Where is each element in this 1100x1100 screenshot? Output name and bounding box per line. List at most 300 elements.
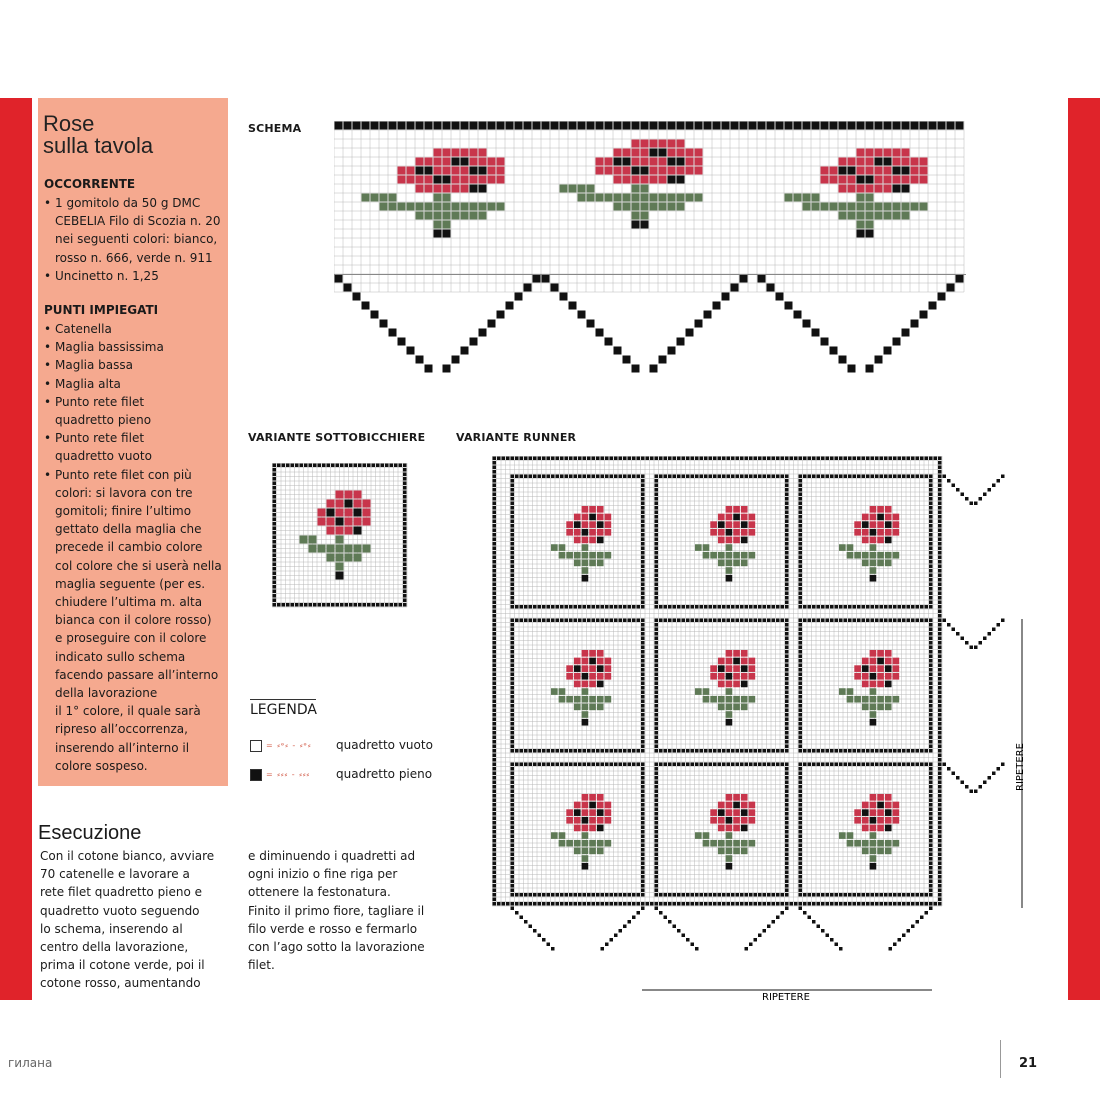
rose-cell: [641, 221, 649, 229]
rose-cell: [870, 514, 877, 521]
rose-cell: [741, 658, 748, 665]
border-cell: [511, 799, 515, 803]
scallop-cell: [952, 628, 956, 632]
border-cell: [569, 902, 573, 906]
border-cell: [655, 884, 659, 888]
punti-item-2: Maglia bassa: [55, 358, 133, 373]
border-cell: [376, 464, 380, 468]
border-cell: [686, 749, 690, 753]
border-cell: [655, 790, 659, 794]
rose-cell: [866, 167, 874, 175]
rose-cell: [911, 167, 919, 175]
border-cell: [799, 515, 803, 519]
rose-cell: [862, 817, 869, 824]
border-cell: [493, 524, 497, 528]
border-cell: [493, 776, 497, 780]
rose-cell: [614, 158, 622, 166]
border-cell: [929, 569, 933, 573]
scallop-cell: [637, 911, 641, 915]
border-cell: [511, 763, 515, 767]
border-cell: [664, 902, 668, 906]
border-cell: [799, 592, 803, 596]
border-cell: [592, 457, 596, 461]
border-cell: [916, 475, 920, 479]
rose-cell: [862, 529, 869, 536]
border-cell: [695, 605, 699, 609]
rose-cell: [733, 809, 740, 816]
border-cell: [641, 695, 645, 699]
border-cell: [511, 866, 515, 870]
border-cell: [785, 835, 789, 839]
border-cell: [511, 619, 515, 623]
border-cell: [785, 781, 789, 785]
rose-cell: [726, 560, 733, 567]
rose-cell: [854, 809, 861, 816]
rose-cell: [726, 840, 733, 847]
border-cell: [848, 457, 852, 461]
border-cell: [938, 898, 942, 902]
rose-cell: [884, 176, 892, 184]
page-title: [43, 113, 153, 157]
rose-cell: [703, 688, 710, 695]
scallop-cell: [560, 293, 568, 301]
border-cell: [493, 682, 497, 686]
border-cell: [309, 464, 313, 468]
border-cell: [767, 605, 771, 609]
scallop-cell: [817, 925, 821, 929]
rose-cell: [566, 529, 573, 536]
execution-title: Esecuzione: [38, 822, 142, 844]
border-cell: [839, 749, 843, 753]
border-cell: [853, 475, 857, 479]
border-cell: [403, 540, 407, 544]
scallop-cell: [920, 916, 924, 920]
border-cell: [493, 484, 497, 488]
border-cell: [637, 763, 641, 767]
border-cell: [614, 893, 618, 897]
rose-cell: [733, 506, 740, 513]
rose-cell: [870, 825, 877, 832]
border-cell: [713, 475, 717, 479]
border-cell: [826, 902, 830, 906]
rose-cell: [718, 521, 725, 528]
border-cell: [641, 857, 645, 861]
border-cell: [884, 457, 888, 461]
border-cell: [754, 457, 758, 461]
rose-cell: [354, 545, 362, 553]
rose-cell: [587, 185, 595, 193]
border-cell: [511, 569, 515, 573]
rose-cell: [885, 673, 892, 680]
border-cell: [655, 592, 659, 596]
border-cell: [511, 695, 515, 699]
rose-cell: [434, 230, 442, 238]
border-cell: [493, 812, 497, 816]
rose-cell: [877, 840, 884, 847]
border-cell: [718, 749, 722, 753]
border-cell: [718, 893, 722, 897]
rose-cell: [582, 506, 589, 513]
rose-cell: [870, 506, 877, 513]
border-cell: [799, 763, 803, 767]
punti-item-6: Punto rete filet con più colori: si lavora con tre gomitoli; finire l’ultimo gettato della maglia che precede il cambio colore col colore che si userà nella maglia seguente (per es. chiudere l’ultima m. alta bianca con il colore rosso) e proseguire con il colore indicato sullo schema facendo passare all’interno della lavorazione il 1° colore, il quale sarà ripreso all’occorrenza, inserendo all’interno il colore sospeso.: [55, 467, 222, 773]
border-cell: [745, 902, 749, 906]
border-cell: [866, 605, 870, 609]
border-cell: [704, 902, 708, 906]
rose-cell: [862, 673, 869, 680]
border-cell: [655, 794, 659, 798]
rose-cell: [877, 529, 884, 536]
rose-cell: [605, 529, 612, 536]
rose-cell: [812, 194, 820, 202]
scallop-cell: [835, 943, 839, 947]
border-cell: [610, 605, 614, 609]
border-cell: [799, 835, 803, 839]
rose-cell: [345, 491, 353, 499]
rose-cell: [862, 840, 869, 847]
border-cell: [749, 893, 753, 897]
border-cell: [601, 763, 605, 767]
border-cell: [695, 749, 699, 753]
border-cell: [641, 884, 645, 888]
rose-cell: [710, 529, 717, 536]
border-cell: [830, 893, 834, 897]
border-cell: [623, 457, 627, 461]
border-cell: [749, 122, 757, 130]
scallop-cell: [875, 356, 883, 364]
scallop-cell: [911, 320, 919, 328]
runner-chart: [492, 456, 1058, 1001]
rose-cell: [695, 544, 702, 551]
border-cell: [614, 475, 618, 479]
rose-cell: [893, 552, 900, 559]
border-cell: [929, 664, 933, 668]
border-cell: [785, 511, 789, 515]
border-cell: [362, 122, 370, 130]
scallop-cell: [763, 929, 767, 933]
border-cell: [938, 830, 942, 834]
border-cell: [902, 893, 906, 897]
rose-cell: [733, 658, 740, 665]
border-cell: [641, 533, 645, 537]
rose-cell: [470, 176, 478, 184]
rose-cell: [718, 704, 725, 711]
rose-cell: [726, 529, 733, 536]
border-cell: [898, 605, 902, 609]
border-cell: [785, 817, 789, 821]
border-cell: [682, 902, 686, 906]
border-cell: [641, 875, 645, 879]
border-cell: [273, 576, 277, 580]
rose-cell: [885, 794, 892, 801]
border-cell: [902, 605, 906, 609]
border-cell: [547, 457, 551, 461]
border-cell: [273, 518, 277, 522]
border-cell: [515, 475, 519, 479]
border-cell: [731, 619, 735, 623]
scallop-cell: [794, 311, 802, 319]
border-cell: [520, 605, 524, 609]
border-cell: [511, 488, 515, 492]
border-cell: [511, 884, 515, 888]
rose-cell: [443, 149, 451, 157]
border-cell: [938, 781, 942, 785]
border-cell: [614, 122, 622, 130]
border-cell: [511, 506, 515, 510]
border-cell: [273, 581, 277, 585]
scallop-cell: [353, 293, 361, 301]
rose-cell: [578, 185, 586, 193]
border-cell: [830, 457, 834, 461]
scallop-cell: [1001, 763, 1005, 767]
rose-cell: [589, 817, 596, 824]
border-cell: [880, 902, 884, 906]
border-cell: [907, 605, 911, 609]
border-cell: [623, 122, 631, 130]
rose-cell: [862, 560, 869, 567]
border-cell: [659, 619, 663, 623]
border-cell: [641, 497, 645, 501]
border-cell: [641, 524, 645, 528]
rose-cell: [461, 212, 469, 220]
border-cell: [938, 821, 942, 825]
border-cell: [929, 605, 933, 609]
border-cell: [641, 646, 645, 650]
rose-cell: [407, 167, 415, 175]
border-cell: [821, 605, 825, 609]
scallop-cell: [803, 320, 811, 328]
border-cell: [929, 875, 933, 879]
border-cell: [938, 461, 942, 465]
scallop-cell: [587, 320, 595, 328]
border-cell: [655, 749, 659, 753]
border-cell: [839, 605, 843, 609]
rose-cell: [870, 840, 877, 847]
border-cell: [799, 583, 803, 587]
rose-cell: [659, 158, 667, 166]
border-cell: [826, 763, 830, 767]
border-cell: [700, 457, 704, 461]
border-cell: [691, 749, 695, 753]
border-cell: [493, 533, 497, 537]
border-cell: [884, 605, 888, 609]
border-cell: [938, 650, 942, 654]
border-cell: [713, 893, 717, 897]
rose-cell: [848, 185, 856, 193]
border-cell: [938, 817, 942, 821]
rose-cell: [686, 194, 694, 202]
scallop-cell: [988, 776, 992, 780]
border-cell: [493, 596, 497, 600]
border-cell: [511, 659, 515, 663]
border-cell: [664, 763, 668, 767]
border-cell: [493, 515, 497, 519]
rose-cell: [847, 832, 854, 839]
scallop-cell: [812, 920, 816, 924]
ripetere-horizontal-label: RIPETERE: [762, 992, 810, 1001]
border-cell: [511, 538, 515, 542]
rose-cell: [870, 719, 877, 726]
border-cell: [511, 853, 515, 857]
border-cell: [354, 464, 358, 468]
rose-cell: [870, 567, 877, 574]
rose-cell: [597, 673, 604, 680]
border-cell: [821, 122, 829, 130]
border-cell: [493, 862, 497, 866]
border-cell: [785, 700, 789, 704]
rose-cell: [582, 840, 589, 847]
border-cell: [799, 812, 803, 816]
border-cell: [529, 749, 533, 753]
border-cell: [893, 902, 897, 906]
rose-cell: [847, 552, 854, 559]
border-cell: [511, 871, 515, 875]
rose-cell: [749, 521, 756, 528]
rose-cell: [794, 194, 802, 202]
border-cell: [632, 619, 636, 623]
border-cell: [803, 902, 807, 906]
rose-cell: [893, 203, 901, 211]
rose-cell: [569, 185, 577, 193]
border-cell: [403, 504, 407, 508]
rose-cell: [650, 149, 658, 157]
rose-cell: [733, 529, 740, 536]
scallop-cell: [344, 284, 352, 292]
rose-cell: [677, 194, 685, 202]
border-cell: [596, 605, 600, 609]
border-cell: [655, 641, 659, 645]
rose-cell: [749, 514, 756, 521]
border-cell: [722, 902, 726, 906]
border-cell: [488, 122, 496, 130]
rose-cell: [596, 158, 604, 166]
border-cell: [862, 763, 866, 767]
border-cell: [641, 677, 645, 681]
border-cell: [614, 457, 618, 461]
list-item: [44, 466, 222, 775]
border-cell: [403, 495, 407, 499]
border-cell: [785, 488, 789, 492]
border-cell: [700, 902, 704, 906]
rose-cell: [566, 696, 573, 703]
border-cell: [736, 902, 740, 906]
border-cell: [344, 122, 352, 130]
border-cell: [938, 682, 942, 686]
border-cell: [871, 457, 875, 461]
border-cell: [403, 563, 407, 567]
rose-cell: [398, 203, 406, 211]
border-cell: [493, 488, 497, 492]
border-cell: [596, 763, 600, 767]
border-cell: [785, 718, 789, 722]
rose-cell: [870, 552, 877, 559]
border-cell: [493, 556, 497, 560]
border-cell: [781, 619, 785, 623]
rose-cell: [425, 203, 433, 211]
border-cell: [511, 785, 515, 789]
rose-cell: [668, 176, 676, 184]
scallop-cell: [569, 302, 577, 310]
border-cell: [547, 763, 551, 767]
border-cell: [511, 592, 515, 596]
border-cell: [785, 457, 789, 461]
border-cell: [799, 686, 803, 690]
border-cell: [403, 567, 407, 571]
rose-cell: [574, 552, 581, 559]
border-cell: [785, 484, 789, 488]
rose-cell: [741, 560, 748, 567]
border-cell: [785, 772, 789, 776]
border-cell: [655, 893, 659, 897]
border-cell: [632, 763, 636, 767]
rose-cell: [416, 203, 424, 211]
rose-cell: [632, 212, 640, 220]
border-cell: [596, 475, 600, 479]
border-cell: [938, 578, 942, 582]
list-item: [44, 375, 222, 393]
border-cell: [835, 619, 839, 623]
border-cell: [515, 122, 523, 130]
rose-cell: [597, 650, 604, 657]
rose-cell: [650, 203, 658, 211]
border-cell: [839, 619, 843, 623]
border-cell: [722, 122, 730, 130]
border-cell: [785, 803, 789, 807]
rose-cell: [710, 552, 717, 559]
rose-cell: [854, 552, 861, 559]
border-cell: [641, 727, 645, 731]
border-cell: [592, 902, 596, 906]
border-cell: [578, 605, 582, 609]
border-cell: [493, 790, 497, 794]
border-cell: [682, 457, 686, 461]
border-cell: [938, 704, 942, 708]
border-cell: [929, 601, 933, 605]
rose-cell: [733, 514, 740, 521]
border-cell: [493, 623, 497, 627]
rose-cell: [443, 167, 451, 175]
rose-cell: [380, 194, 388, 202]
border-cell: [641, 122, 649, 130]
border-cell: [655, 623, 659, 627]
border-cell: [470, 122, 478, 130]
border-cell: [596, 902, 600, 906]
border-cell: [583, 893, 587, 897]
border-cell: [871, 749, 875, 753]
border-cell: [929, 574, 933, 578]
scallop-cell: [691, 943, 695, 947]
rose-cell: [452, 158, 460, 166]
scallop-cell: [506, 302, 514, 310]
border-cell: [515, 457, 519, 461]
rose-cell: [726, 681, 733, 688]
rose-cell: [733, 817, 740, 824]
rose-cell: [318, 509, 326, 517]
border-cell: [727, 605, 731, 609]
scallop-cell: [515, 293, 523, 301]
border-cell: [929, 695, 933, 699]
border-cell: [898, 763, 902, 767]
rose-cell: [920, 167, 928, 175]
border-cell: [785, 502, 789, 506]
border-cell: [862, 902, 866, 906]
border-cell: [641, 560, 645, 564]
border-cell: [655, 808, 659, 812]
scallop-cell: [992, 628, 996, 632]
border-cell: [520, 457, 524, 461]
border-cell: [641, 767, 645, 771]
rose-cell: [443, 221, 451, 229]
